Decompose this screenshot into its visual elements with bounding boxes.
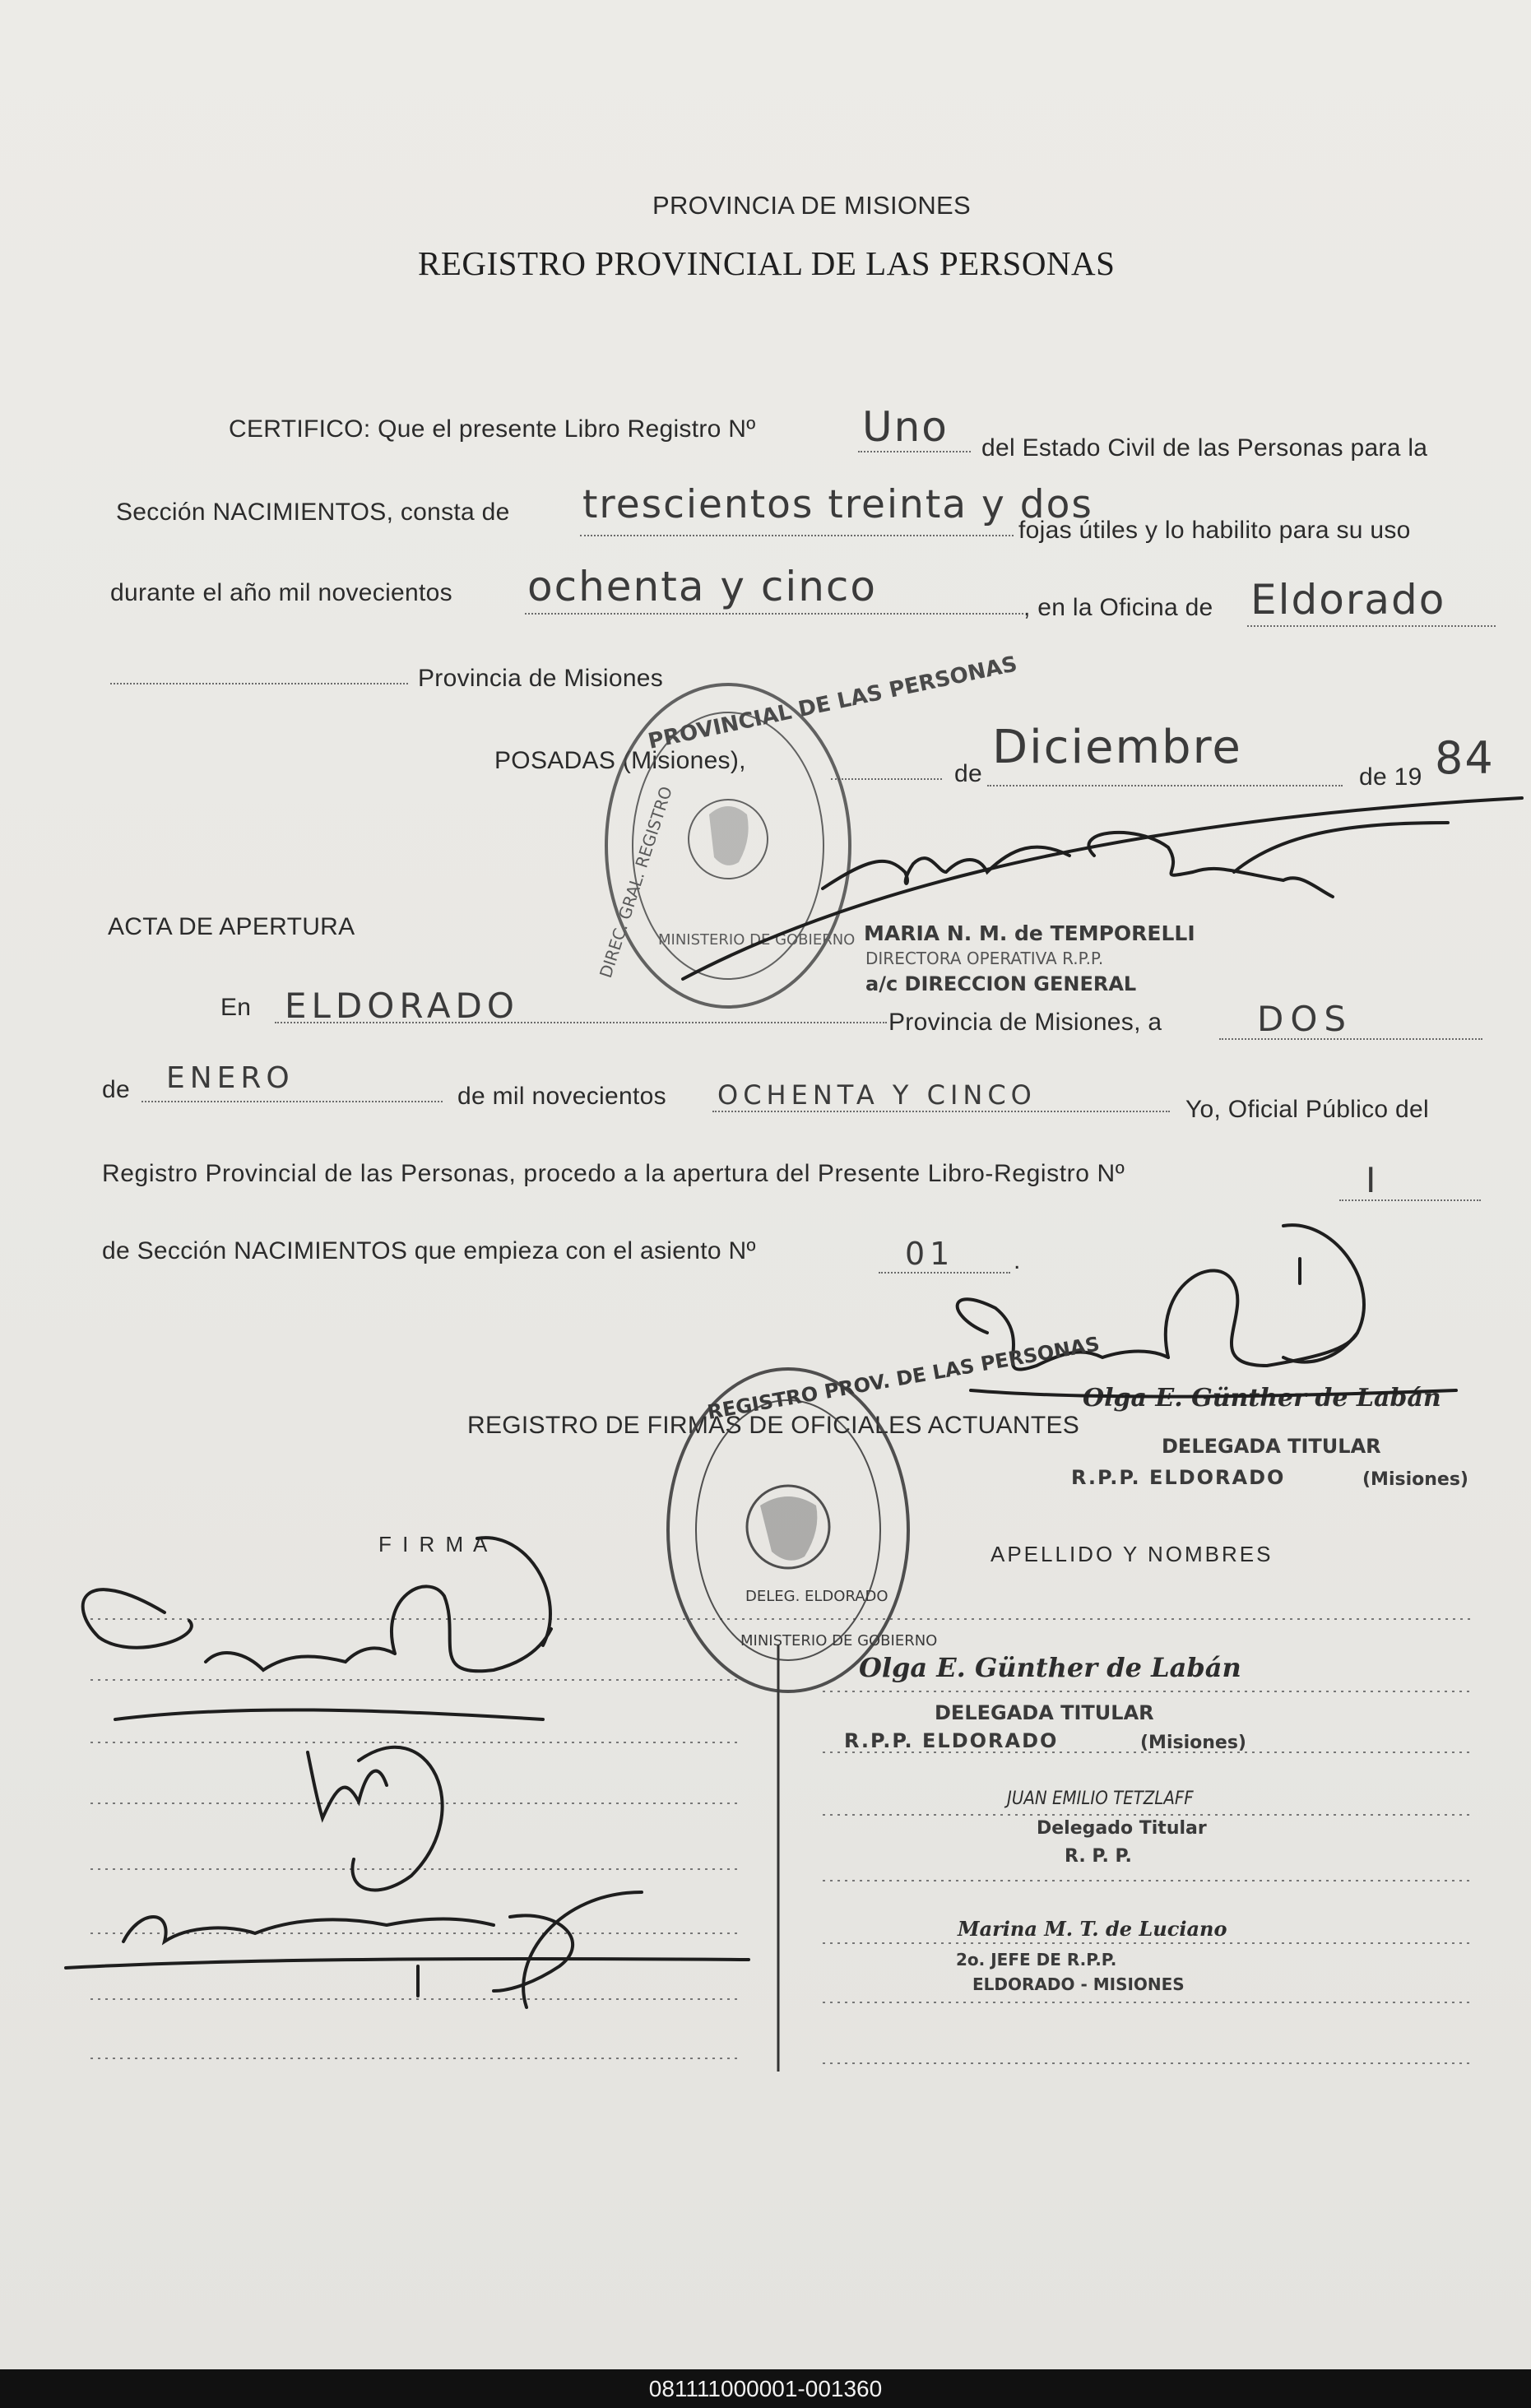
eldorado-seal-ring-top: REGISTRO PROV. DE LAS PERSONAS (705, 1332, 1102, 1424)
opening-de: de (102, 1076, 130, 1103)
opening-prov: Provincia de Misiones, a (888, 1009, 1162, 1036)
opening-title: ACTA DE APERTURA (108, 913, 355, 940)
opening-mil: de mil novecientos (457, 1083, 666, 1110)
col-names: APELLIDO Y NOMBRES (991, 1542, 1274, 1566)
cert-year-words: ochenta y cinco (527, 563, 877, 610)
official-1-name: Olga E. Günther de Labán (859, 1652, 1241, 1683)
delegate-office: R.P.P. ELDORADO (1071, 1466, 1286, 1489)
official-3-role: 2o. JEFE DE R.P.P. (956, 1950, 1117, 1970)
opening-place: ELDORADO (285, 986, 519, 1026)
cert-de19: de 19 (1359, 763, 1422, 791)
cert-text-2: del Estado Civil de las Personas para la (981, 434, 1428, 462)
cert-office: Eldorado (1250, 576, 1446, 624)
opening-day: DOS (1257, 999, 1353, 1039)
opening-asiento: 01 (905, 1236, 955, 1272)
director-signature (683, 798, 1522, 979)
director-seal-ring-left: DIREC. GRAL. REGISTRO (595, 783, 676, 981)
official-1-note: (Misiones) (1140, 1733, 1246, 1753)
archive-code: 081111000001-001360 (648, 2376, 883, 2401)
delegate-role: DELEGADA TITULAR (1162, 1435, 1381, 1458)
cert-fojas: trescientos treinta y dos (582, 482, 1093, 527)
col-firma: F I R M A (378, 1532, 490, 1557)
opening-line3: Registro Provincial de las Personas, procedo a la apertura del Presente Libro-Registro Nº (102, 1160, 1125, 1187)
opening-line4: de Sección NACIMIENTOS que empieza con el asiento Nº (102, 1237, 756, 1264)
cert-text-7: Provincia de Misiones (418, 665, 664, 692)
opening-yo: Yo, Oficial Público del (1185, 1096, 1429, 1123)
cert-year-digits: 84 (1435, 732, 1495, 784)
director-seal-ring-bottom: MINISTERIO DE GOBIERNO (658, 931, 856, 949)
delegate-name: Olga E. Günther de Labán (1083, 1384, 1441, 1413)
cert-text-4: fojas útiles y lo habilito para su uso (1018, 517, 1411, 544)
eldorado-seal-ring-bottom: MINISTERIO DE GOBIERNO (740, 1632, 938, 1649)
delegate-note: (Misiones) (1362, 1469, 1468, 1490)
archive-footer (0, 2369, 1531, 2408)
official-1-role: DELEGADA TITULAR (935, 1701, 1154, 1724)
official-3-name: Marina M. T. de Luciano (958, 1917, 1227, 1941)
opening-year-words: OCHENTA Y CINCO (717, 1079, 1037, 1111)
cert-month: Diciembre (992, 721, 1242, 774)
delegate-signature (958, 1225, 1456, 1396)
cert-text-3: Sección NACIMIENTOS, consta de (116, 499, 510, 526)
director-name: MARIA N. M. de TEMPORELLI (864, 921, 1195, 945)
official-3-office: ELDORADO - MISIONES (972, 1974, 1185, 1994)
cert-place: POSADAS (Misiones), (494, 747, 746, 774)
cert-de: de (954, 760, 982, 787)
opening-en: En (220, 994, 252, 1021)
opening-dot: . (1014, 1247, 1021, 1274)
official-signature-1 (83, 1538, 551, 1719)
director-role: DIRECTORA OPERATIVA R.P.P. (865, 949, 1104, 968)
director-dept: a/c DIRECCION GENERAL (865, 972, 1137, 995)
cert-libro-no: Uno (862, 403, 949, 451)
official-2-name: JUAN EMILIO TETZLAFF (1007, 1789, 1194, 1809)
signatures-title: REGISTRO DE FIRMAS DE OFICIALES ACTUANTES (467, 1412, 1080, 1439)
header-registry: REGISTRO PROVINCIAL DE LAS PERSONAS (418, 244, 1116, 282)
official-1-office: R.P.P. ELDORADO (844, 1729, 1059, 1752)
eldorado-seal-inner: DELEG. ELDORADO (745, 1588, 888, 1605)
opening-libro-no: I (1366, 1160, 1378, 1200)
official-signature-3 (66, 1892, 749, 2007)
cert-text-5: durante el año mil novecientos (110, 579, 452, 606)
official-2-office: R. P. P. (1065, 1846, 1132, 1867)
director-seal-ring-text: PROVINCIAL DE LAS PERSONAS (646, 652, 1020, 754)
opening-month: ENERO (166, 1061, 295, 1095)
cert-text-6: , en la Oficina de (1023, 594, 1213, 621)
header-province: PROVINCIA DE MISIONES (652, 191, 971, 220)
cert-text-1: CERTIFICO: Que el presente Libro Registro Nº (229, 415, 756, 443)
official-2-role: Delegado Titular (1037, 1818, 1207, 1839)
